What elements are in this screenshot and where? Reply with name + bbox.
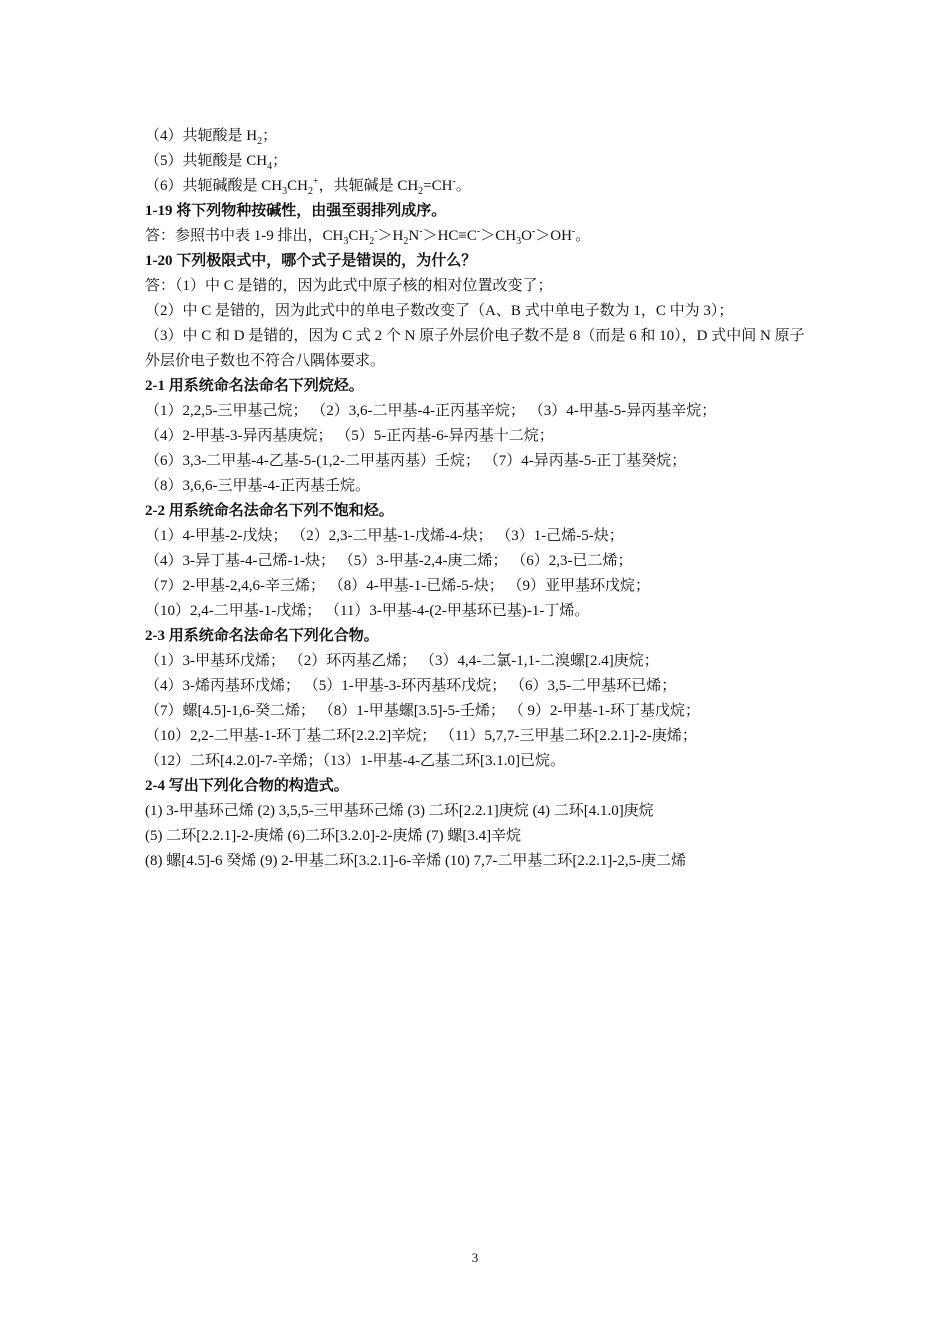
answer-2-4-line-1: (1) 3-甲基环己烯 (2) 3,5,5-三甲基环己烯 (3) 二环[2.2.1]庚烷 (4) 二环[4.1.0]庚烷 [145, 803, 654, 819]
answer-1-19: 答：参照书中表 1-9 排出，$CH_3CH_2^->H_2N^->HC\equiv C^->CH_3O^->OH^-$。 [145, 226, 591, 247]
answer-2-2-line-3: （7）2-甲基-2,4,6-辛三烯； （8）4-甲基-1-已烯-5-炔； （9）亚甲基环戊烷； [145, 578, 650, 594]
answer-line-5: （5）共轭酸是 $CH_4$； [145, 153, 288, 172]
answer-2-2-line-2: （4）3-异丁基-4-己烯-1-炔； （5）3-甲基-2,4-庚二烯； （6）2,3-已二烯； [145, 553, 633, 569]
answer-2-1-line-3: （6）3,3-二甲基-4-乙基-5-(1,2-二甲基丙基）壬烷； （7）4-异丙基-5-正丁基癸烷； [145, 453, 687, 469]
answer-2-3-line-2: （4）3-烯丙基环戊烯； （5）1-甲基-3-环丙基环戊烷； （6）3,5-二甲基环已烯； [145, 678, 677, 694]
question-1-20-heading: 1-20 下列极限式中，哪个式子是错误的，为什么？ [145, 253, 477, 269]
answer-2-3-line-3: （7）螺[4.5]-1,6-癸二烯； （8）1-甲基螺[3.5]-5-壬烯； （ 9）2-甲基-1-环丁基戊烷； [145, 703, 700, 719]
question-2-1-heading: 2-1 用系统命名法命名下列烷烃。 [145, 378, 364, 394]
answer-2-1-line-1: （1）2,2,5-三甲基己烷； （2）3,6-二甲基-4-正丙基辛烷； （3）4-甲基-5-异丙基辛烷； [145, 403, 717, 419]
answer-2-4-line-3: (8) 螺[4.5]-6 癸烯 (9) 2-甲基二环[3.2.1]-6-辛烯 (10) 7,7-二甲基二环[2.2.1]-2,5-庚二烯 [145, 853, 687, 869]
question-1-19-heading: 1-19 将下列物种按碱性，由强至弱排列成序。 [145, 203, 447, 219]
answer-2-3-line-4: （10）2,2-二甲基-1-环丁基二环[2.2.2]辛烷； （11）5,7,7-三甲基二环[2.2.1]-2-庚烯； [145, 728, 697, 744]
answer-1-20-part-1: 答：（1）中 C 是错的，因为此式中原子核的相对位置改变了； [145, 278, 553, 294]
question-2-2-heading: 2-2 用系统命名法命名下列不饱和烃。 [145, 503, 394, 519]
answer-1-20-part-3: （3）中 C 和 D 是错的，因为 C 式 2 个 N 原子外层价电子数不是 8（而是 6 和 10），D 式中间 N 原子外层价电子数也不符合八隅体要求。 [145, 328, 805, 369]
answer-2-1-line-2: （4）2-甲基-3-异丙基庚烷； （5）5-正丙基-6-异丙基十二烷； [145, 428, 554, 444]
page-number: 3 [471, 1250, 479, 1265]
answer-line-4: （4）共轭酸是 $H_2$； [145, 128, 278, 147]
answer-line-6: （6）共轭碱酸是 $CH_3CH_2^+$，共轭碱是 $CH_2=CH^-$。 [145, 176, 471, 197]
answer-2-3-line-5: （12）二环[4.2.0]-7-辛烯；（13）1-甲基-4-乙基二环[3.1.0]已烷。 [145, 753, 565, 769]
answer-2-4-line-2: (5) 二环[2.2.1]-2-庚烯 (6)二环[3.2.0]-2-庚烯 (7) 螺[3.4]辛烷 [145, 828, 522, 844]
answer-2-2-line-4: （10）2,4-二甲基-1-戊烯； （11）3-甲基-4-(2-甲基环已基)-1-丁烯。 [145, 603, 590, 619]
question-2-3-heading: 2-3 用系统命名法命名下列化合物。 [145, 628, 379, 644]
document-body [145, 124, 810, 874]
answer-2-3-line-1: （1）3-甲基环戊烯； （2）环丙基乙烯； （3）4,4-二氯-1,1-二溴螺[2.4]庚烷； [145, 653, 659, 669]
answer-2-2-line-1: （1）4-甲基-2-戊炔； （2）2,3-二甲基-1-戊烯-4-炔； （3）1-己烯-5-炔； [145, 528, 624, 544]
question-2-4-heading: 2-4 写出下列化合物的构造式。 [145, 778, 349, 794]
answer-2-1-line-4: （8）3,6,6-三甲基-4-正丙基壬烷。 [145, 478, 370, 494]
answer-1-20-part-2: （2）中 C 是错的，因为此式中的单电子数改变了（A、B 式中单电子数为 1，C 中为 3）； [145, 303, 734, 319]
